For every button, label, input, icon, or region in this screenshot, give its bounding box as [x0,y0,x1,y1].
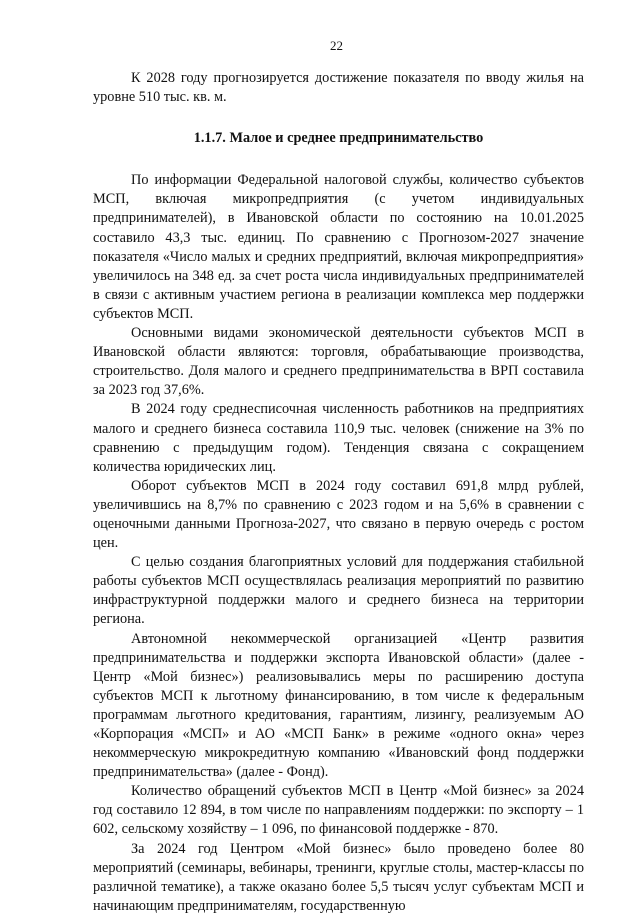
section-title: 1.1.7. Малое и среднее предпринимательство [193,130,484,147]
intro-paragraph: К 2028 году прогнозируется достижение показателя по вводу жилья на уровне 510 тыс. кв. м. [93,70,584,106]
paragraph-requests: Количество обращений субъектов МСП в Центр «Мой бизнес» за 2024 год составило 12 894, в том числе по направлениям поддержки: по экспорту – 1 602, сельскому хозяйству – 1 096, по финансовой поддержке - 870. [93,783,584,838]
page-number: 22 [330,38,343,53]
paragraph-employment: В 2024 году среднесписочная численность работников на предприятиях малого и среднего бизнеса составила 110,9 тыс. человек (снижение на 3% по сравнению с предыдущим годом). Тенденция связана с сокращением количества юридических лиц. [93,401,584,475]
paragraph-infrastructure: С целью создания благоприятных условий для поддержания стабильной работы субъектов МСП осуществлялась реализация мероприятий по развитию инфраструктурной поддержки малого и среднего бизнеса на территории региона. [93,554,584,628]
paragraph-activity-types: Основными видами экономической деятельности субъектов МСП в Ивановской области являются: торговля, обрабатывающие производства, строительство. Доля малого и среднего предпринимательства в ВРП составила за 2023 год 37,6%. [93,325,584,399]
paragraph-support-center: Автономной некоммерческой организацией «Центр развития предпринимательства и поддержки экспорта Ивановской области» (далее - Центр «Мой бизнес») реализовывались меры по расширению доступа субъектов МСП к льготному финансированию, в том числе к федеральным программам льготного кредитования, гарантиям, лизингу, реализуемым АО «Корпорация «МСП» и АО «МСП Банк» в режиме «одного окна» через некоммерческую микрокредитную компанию «Ивановский фонд поддержки предпринимательства» (далее - Фонд). [93,630,584,781]
paragraph-msp-count: По информации Федеральной налоговой службы, количество субъектов МСП, включая микропредприятия (с учетом индивидуальных предпринимателей), в Ивановской области по состоянию на 10.01.2025 составило 43,3 тыс. единиц. По сравнению с Прогнозом-2027 значение показателя «Число малых и средних предприятий, включая микропредприятия» увеличилось на 348 ед. за счет роста числа индивидуальных предпринимателей в связи с активным участием региона в реализации комплекса мер поддержки субъектов МСП. [93,172,584,322]
paragraph-events: За 2024 год Центром «Мой бизнес» было проведено более 80 мероприятий (семинары, вебинары, тренинги, круглые столы, мастер-классы по различной тематике), а также оказано более 5,5 тысяч услуг субъектам МСП и начинающим предпринимателям, государственную [93,840,584,914]
paragraph-turnover: Оборот субъектов МСП в 2024 году составил 691,8 млрд рублей, увеличившись на 8,7% по сравнению с 2023 годом и на 5,6% в сравнении с оценочными данными Прогноза-2027, что связано в первую очередь с ростом цен. [93,477,584,552]
